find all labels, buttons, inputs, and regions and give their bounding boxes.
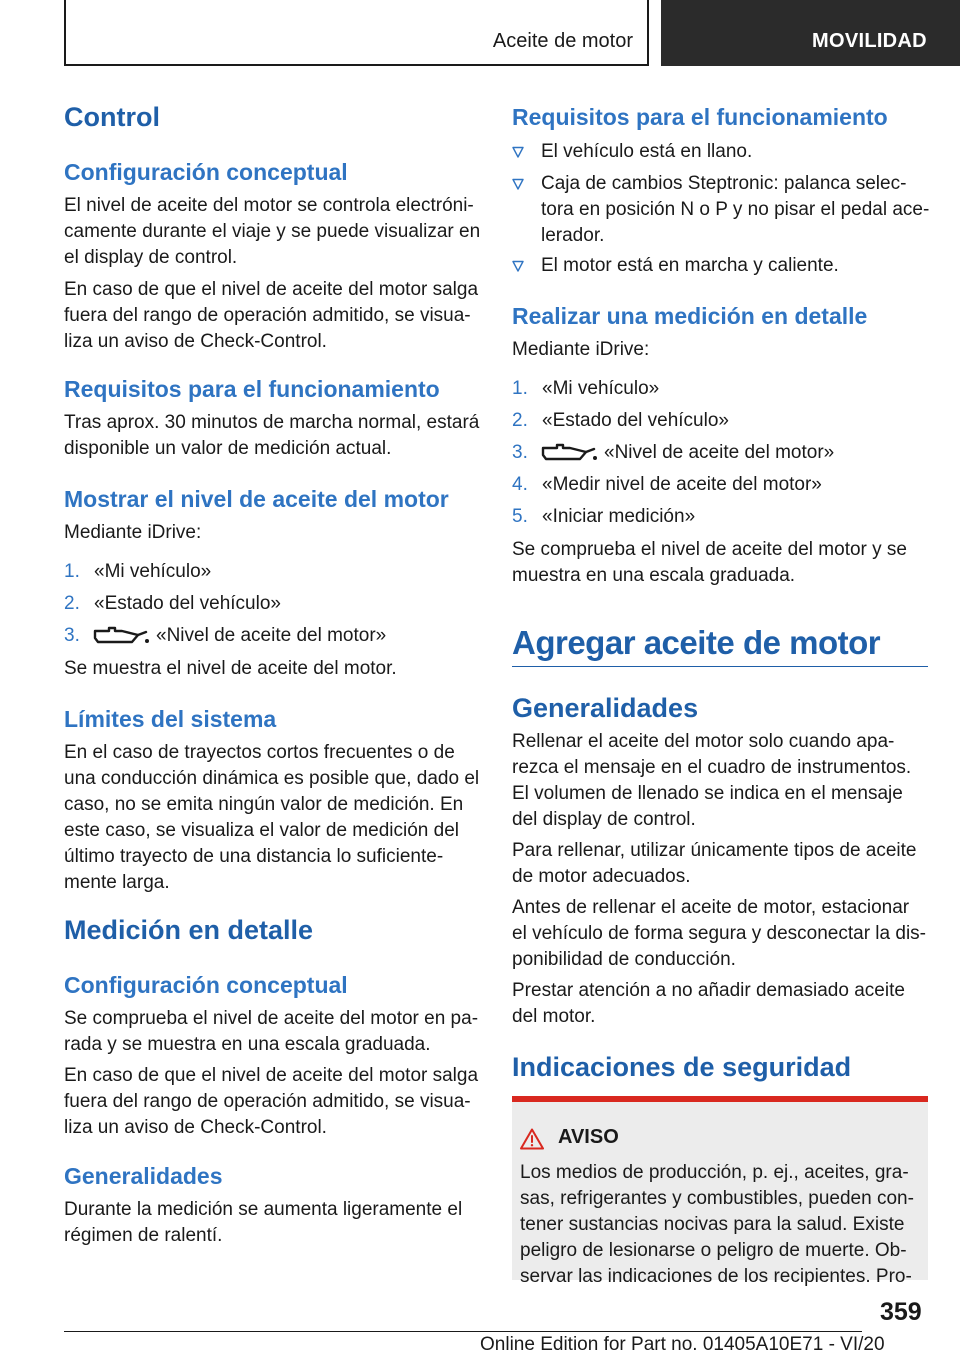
- text-line: Para rellenar, utilizar únicamente tipos de aceite: [512, 840, 917, 861]
- text-line: El motor está en marcha y caliente.: [541, 255, 839, 276]
- text-line: ponibilidad de conducción.: [512, 949, 736, 970]
- text-line: camente durante el viaje y se puede visualizar en: [64, 221, 481, 242]
- paragraph-concept-a: [64, 193, 480, 271]
- paragraph-general-a: [512, 729, 928, 833]
- heading-general-right: Generalidades: [512, 693, 699, 723]
- text-line: fuera del rango de operación admitido, se visua-: [64, 1091, 471, 1112]
- triangle-bullet-icon: [512, 178, 524, 190]
- text-line: de motor adecuados.: [512, 866, 691, 887]
- text-line: este caso, se visualiza el valor de medición del: [64, 820, 459, 841]
- paragraph-result-right: [512, 537, 928, 589]
- heading-safety: Indicaciones de seguridad: [512, 1052, 852, 1082]
- text-line: rezca el mensaje en el cuadro de instrumentos.: [512, 757, 912, 778]
- page-number: 359: [880, 1298, 922, 1326]
- heading-requirements-right: Requisitos para el funcionamiento: [512, 104, 888, 130]
- text-line: mente larga.: [64, 872, 170, 893]
- paragraph-idrive: Mediante iDrive:: [64, 522, 202, 543]
- text-line: servar las indicaciones de los recipientes. Pro-: [520, 1266, 912, 1287]
- text-line: En el caso de trayectos cortos frecuentes o de: [64, 742, 455, 763]
- text-line: En caso de que el nivel de aceite del motor salga: [64, 279, 479, 300]
- footer-edition: Online Edition for Part no. 01405A10E71 - VI/20: [480, 1334, 885, 1355]
- text-line: sas, refrigerantes y combustibles, pueden con-: [520, 1188, 914, 1209]
- header-frame: [64, 0, 649, 66]
- text-line: último trayecto de una distancia lo suficiente-: [64, 846, 444, 867]
- paragraph-general-b: [512, 838, 928, 890]
- text-line: régimen de ralentí.: [64, 1225, 223, 1246]
- text-line: fuera del rango de operación admitido, se visua-: [64, 305, 471, 326]
- text-line: El nivel de aceite del motor se controla electróni-: [64, 195, 474, 216]
- text-line: En caso de que el nivel de aceite del motor salga: [64, 1065, 479, 1086]
- text-line: Se comprueba el nivel de aceite del motor en pa-: [64, 1008, 479, 1029]
- chapter-tab-label: MOVILIDAD: [812, 30, 927, 52]
- text-line: el display de control.: [64, 247, 238, 268]
- section-title: Aceite de motor: [492, 30, 633, 52]
- footer-rule: [64, 1331, 862, 1332]
- text-line: del display de control.: [512, 809, 696, 830]
- text-line: tora en posición N o P y no pisar el pedal ace-: [541, 199, 930, 220]
- chapter-tab[interactable]: [661, 0, 960, 66]
- text-line: el vehículo de forma segura y desconectar la dis-: [512, 923, 926, 944]
- paragraph-concept-b: [64, 277, 480, 355]
- heading-system-limits: Límites del sistema: [64, 706, 277, 732]
- paragraph-concept2-a: [64, 1006, 480, 1058]
- warning-triangle-icon: [520, 1128, 544, 1150]
- heading-control: Control: [64, 102, 160, 132]
- warning-text: [520, 1160, 920, 1290]
- text-line: Durante la medición se aumenta ligeramente el: [64, 1199, 463, 1220]
- warning-label: AVISO: [558, 1126, 619, 1148]
- triangle-bullet-icon: [512, 146, 524, 158]
- paragraph-concept2-b: [64, 1063, 480, 1141]
- text-line: Rellenar el aceite del motor solo cuando apa-: [512, 731, 895, 752]
- paragraph-system-limits: [64, 740, 480, 896]
- warning-box: [512, 1096, 928, 1287]
- text-line: peligro de lesionarse o peligro de muerte. Ob-: [520, 1240, 907, 1261]
- text-line: liza un aviso de Check-Control.: [64, 1117, 327, 1138]
- text-line: tener sustancias nocivas para la salud. Existe: [520, 1214, 905, 1235]
- text-line: rada y se muestra en una escala graduada.: [64, 1034, 431, 1055]
- triangle-bullet-icon: [512, 260, 524, 272]
- text-line: una conducción dinámica es posible que, dado el: [64, 768, 480, 789]
- text-line: disponible un valor de medición actual.: [64, 438, 392, 459]
- oil-can-icon: [92, 626, 150, 646]
- heading-underline: [512, 666, 928, 667]
- text-line: muestra en una escala graduada.: [512, 565, 796, 586]
- text-line: Caja de cambios Steptronic: palanca selec-: [541, 173, 907, 194]
- paragraph-general-c: [512, 895, 928, 973]
- oil-can-icon: [540, 443, 598, 463]
- paragraph-general: [64, 1197, 480, 1249]
- heading-show-oil-level: Mostrar el nivel de aceite del motor: [64, 486, 449, 512]
- heading-requirements: Requisitos para el funcionamiento: [64, 376, 440, 402]
- text-line: Antes de rellenar el aceite de motor, estacionar: [512, 897, 910, 918]
- heading-concept: Configuración conceptual: [64, 159, 348, 185]
- text-line: Tras aprox. 30 minutos de marcha normal, estará: [64, 412, 480, 433]
- text-line: liza un aviso de Check-Control.: [64, 331, 327, 352]
- heading-detail-measurement: Medición en detalle: [64, 915, 314, 945]
- text-line: lerador.: [541, 225, 605, 246]
- text-line: caso, no se emita ningún valor de medición. En: [64, 794, 464, 815]
- paragraph-requirements: [64, 410, 480, 462]
- heading-add-engine-oil: Agregar aceite de motor: [512, 624, 881, 661]
- paragraph-result: Se muestra el nivel de aceite del motor.: [64, 658, 397, 679]
- text-line: El volumen de llenado se indica en el mensaje: [512, 783, 903, 804]
- text-line: Prestar atención a no añadir demasiado aceite: [512, 980, 905, 1001]
- text-line: Se comprueba el nivel de aceite del motor y se: [512, 539, 907, 560]
- heading-do-measurement: Realizar una medición en detalle: [512, 303, 868, 329]
- heading-concept-2: Configuración conceptual: [64, 972, 348, 998]
- text-line: del motor.: [512, 1006, 596, 1027]
- text-line: El vehículo está en llano.: [541, 141, 753, 162]
- paragraph-idrive-right: Mediante iDrive:: [512, 339, 650, 360]
- paragraph-general-d: [512, 978, 928, 1030]
- heading-general: Generalidades: [64, 1163, 223, 1189]
- text-line: Los medios de producción, p. ej., aceites, gra-: [520, 1162, 909, 1183]
